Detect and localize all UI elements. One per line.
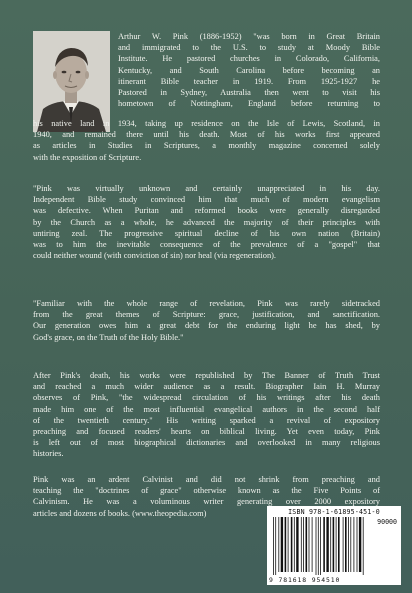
- text-line: with the exposition of Scripture.: [33, 152, 142, 162]
- text-line: preaching and focused readers' hearts on biblical living. Yet even today, Pink: [33, 427, 380, 437]
- barcode-bar: [288, 517, 289, 572]
- text-line: made him one of the most influential evangelical authors in the second half: [33, 404, 380, 414]
- bio-paragraph-1-bottom: [33, 118, 380, 163]
- barcode-bar: [330, 517, 331, 572]
- text-line: histories.: [33, 449, 64, 459]
- barcode-bar: [296, 517, 298, 572]
- price-code: 90000: [377, 518, 397, 526]
- barcode-panel: [267, 506, 401, 585]
- text-line: Our generation owes him a great debt for the enduring light he has shed, by: [33, 321, 380, 331]
- barcode-bar: [303, 517, 304, 572]
- barcode-bar: [294, 517, 295, 572]
- text-line: 1940, and remained there until his death. Most of his works first appeared: [33, 130, 380, 140]
- barcode-bar: [345, 517, 347, 572]
- text-line: articles and dozens of books. (www.theopedia.com): [33, 508, 207, 518]
- barcode-bar: [354, 517, 355, 572]
- barcode-bar: [348, 517, 349, 572]
- ean-barcode: [271, 517, 371, 575]
- barcode-bar: [359, 517, 361, 572]
- barcode-bar: [312, 517, 313, 572]
- text-line: teaching the "doctrines of grace" otherwise known as the Five Points of: [33, 486, 380, 496]
- barcode-bar: [285, 517, 287, 572]
- barcode-bar: [333, 517, 335, 572]
- barcode-bar: [336, 517, 337, 572]
- text-line: Pink was an ardent Calvinist and did not shrink from preaching and: [33, 475, 380, 484]
- text-line: Arthur W. Pink (1886-1952) "was born in Great Britain: [118, 32, 380, 41]
- barcode-bar: [273, 517, 274, 575]
- text-line: and reached a much wider audience as a result. Biographer Iain H. Murray: [33, 382, 380, 392]
- text-line: "Pink was virtually unknown and certainly unappreciated in his day.: [33, 184, 380, 193]
- text-line: was to him the inevitable consequence of the prevalence of a "gospel" that: [33, 240, 380, 250]
- text-line: from the great themes of Scripture: grace, justification, and sanctification.: [33, 310, 380, 320]
- text-line: was defective. When Puritan and reformed books were generally disregarded: [33, 206, 380, 216]
- author-portrait: [33, 31, 110, 132]
- text-line: his native land in 1934, taking up residence on the Isle of Lewis, Scotland, in: [33, 119, 380, 128]
- text-line: hometown of Nottingham, England before returning to: [118, 99, 380, 109]
- ean-digits: 9 781618 954510: [269, 576, 341, 584]
- barcode-bar: [350, 517, 351, 572]
- barcode-bar: [309, 517, 310, 572]
- text-line: untiring zeal. The progressive spiritual decline of his own nation (Britain): [33, 228, 380, 238]
- barcode-bar: [281, 517, 283, 572]
- text-line: of the twentieth century." His writing sparked a revival of expository: [33, 415, 380, 425]
- bio-paragraph-2: [33, 183, 380, 261]
- barcode-bar: [291, 517, 293, 572]
- barcode-bar: [318, 517, 319, 575]
- barcode-bar: [278, 517, 279, 572]
- barcode-bar: [323, 517, 325, 572]
- bio-paragraph-4: [33, 370, 380, 460]
- text-line: God's grace, on the Truth of the Holy Bible.": [33, 332, 184, 342]
- portrait-image: [33, 31, 110, 132]
- bio-paragraph-3: [33, 298, 380, 343]
- text-line: itinerant Bible teacher in 1919. From 1925-1927 he: [118, 76, 380, 86]
- text-line: Calvinism. He was a voluminous writer generating over 2000 expository: [33, 497, 380, 507]
- barcode-bar: [275, 517, 276, 575]
- barcode-bar: [338, 517, 340, 572]
- barcode-bar: [363, 517, 364, 575]
- bio-paragraph-1-top: [118, 31, 380, 109]
- text-line: Kentucky, and South Carolina before becoming an: [118, 65, 380, 75]
- text-line: Pastored in Sydney, Australia then went to visit his: [118, 88, 380, 98]
- barcode-bar: [343, 517, 344, 572]
- text-line: by the Church as a whole, he advanced the majority of their principles with: [33, 217, 380, 227]
- barcode-bar: [326, 517, 328, 572]
- text-line: is left out of most biographical dictionaries and overlooked in many religious: [33, 438, 380, 448]
- text-line: "Familiar with the whole range of revelation, Pink was rarely sidetracked: [33, 299, 380, 308]
- text-line: and immigrated to the U.S. to study at Moody Bible: [118, 43, 380, 53]
- text-line: observes of Pink, "the widespread circulation of his writings after his death: [33, 393, 380, 403]
- barcode-bar: [320, 517, 321, 575]
- text-line: Independent Bible study convinced him that much of modern evangelism: [33, 195, 380, 205]
- barcode-bar: [306, 517, 308, 572]
- text-line: could neither wound (with conviction of sin) nor heal (via regeneration).: [33, 251, 277, 261]
- barcode-bar: [301, 517, 302, 572]
- text-line: as articles in Studies in Scriptures, a monthly magazine concerned solely: [33, 141, 380, 151]
- text-line: After Pink's death, his works were republished by The Banner of Truth Trust: [33, 371, 380, 380]
- isbn-label: ISBN 978-1-61895-451-0: [288, 508, 380, 516]
- text-line: Institute. He pastored churches in Colorado, California,: [118, 54, 380, 64]
- barcode-bar: [316, 517, 317, 575]
- barcode-bar: [357, 517, 358, 572]
